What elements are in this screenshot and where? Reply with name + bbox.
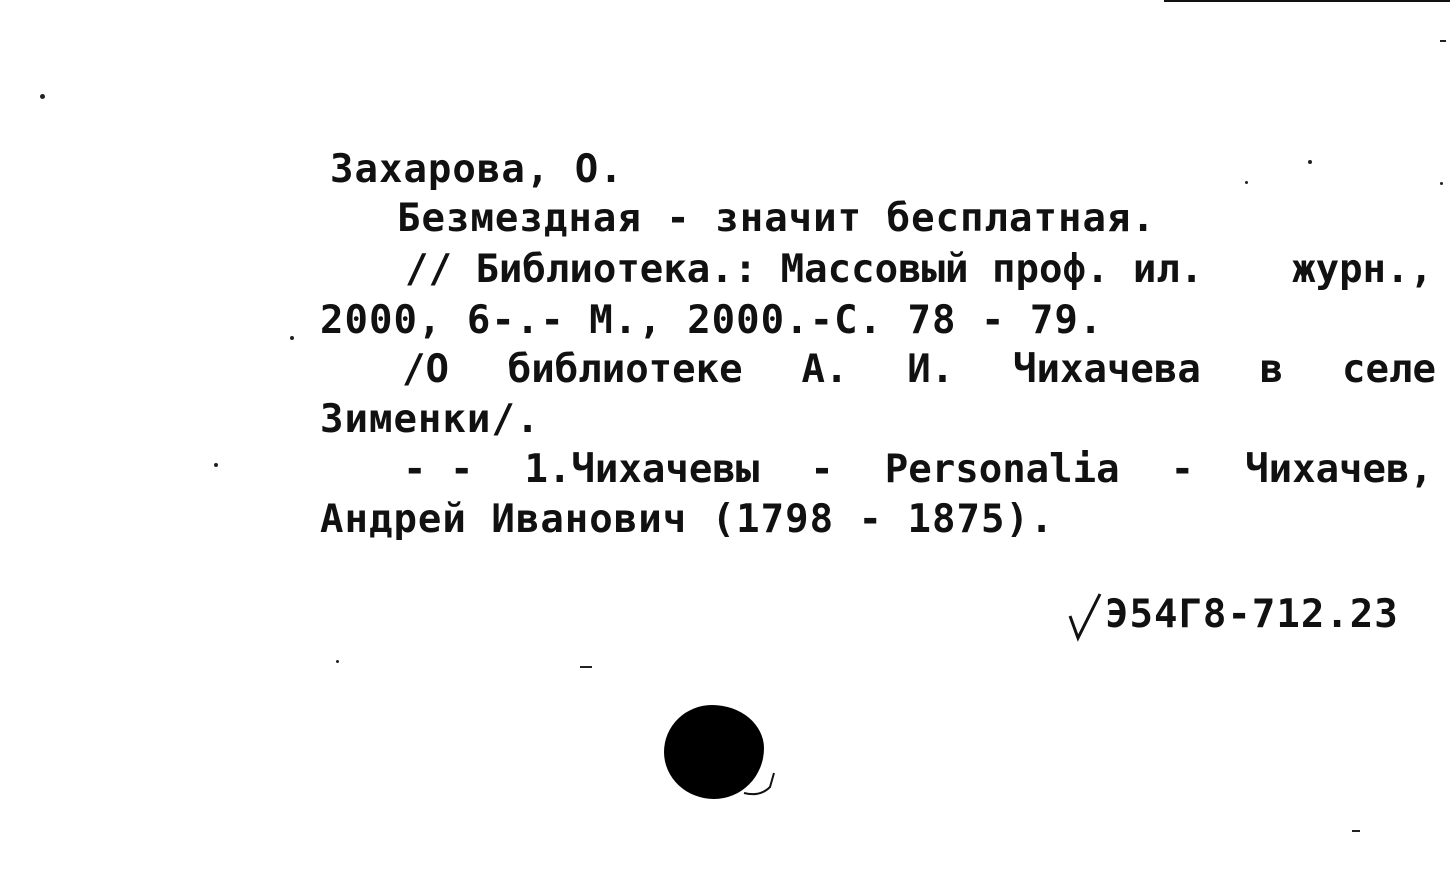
note-word: селе <box>1342 347 1436 392</box>
subject-word: 1.Чихачевы <box>524 447 760 492</box>
subjects-line-1 <box>403 447 1433 492</box>
subjects-line-2: Андрей Иванович (1798 - 1875). <box>320 497 1055 542</box>
source-line-2: 2000, 6-.- М., 2000.-С. 78 - 79. <box>320 298 1104 343</box>
scan-speck <box>1308 160 1312 164</box>
subject-word: Чихачев, <box>1245 447 1433 492</box>
note-line-2: Зименки/. <box>320 397 541 442</box>
subject-word: - <box>810 447 834 492</box>
note-word: И. <box>907 347 955 392</box>
scan-speck <box>214 463 218 467</box>
source-journal-type: журн., <box>1292 247 1433 292</box>
source-journal: // Библиотека.: Массовый проф. ил. <box>405 247 1204 292</box>
check-mark-icon <box>1068 592 1102 642</box>
note-word: библиотеке <box>507 347 743 392</box>
scan-speck <box>1440 40 1446 42</box>
subject-word: - - <box>403 447 474 492</box>
scan-speck <box>290 336 294 340</box>
author-line: Захарова, О. <box>330 147 624 192</box>
scan-speck <box>40 94 45 99</box>
punch-hole-tail <box>740 765 780 801</box>
note-word: в <box>1259 347 1284 392</box>
subject-word: Personalia <box>884 447 1120 492</box>
note-line-1 <box>402 347 1436 392</box>
classification-code: Э54Г8-712.23 <box>1105 592 1399 637</box>
title-line: Безмездная - значит бесплатная. <box>397 196 1156 241</box>
scan-speck <box>1245 181 1248 184</box>
scan-speck <box>336 660 339 663</box>
subject-word: - <box>1170 447 1195 492</box>
note-word: /О <box>402 347 449 392</box>
scan-speck <box>1352 830 1360 832</box>
top-edge-rule <box>1164 0 1450 2</box>
source-line-1 <box>405 247 1433 292</box>
note-word: А. <box>801 347 849 392</box>
note-word: Чихачева <box>1013 347 1201 392</box>
scan-speck <box>1440 182 1443 185</box>
scan-speck <box>580 666 592 668</box>
